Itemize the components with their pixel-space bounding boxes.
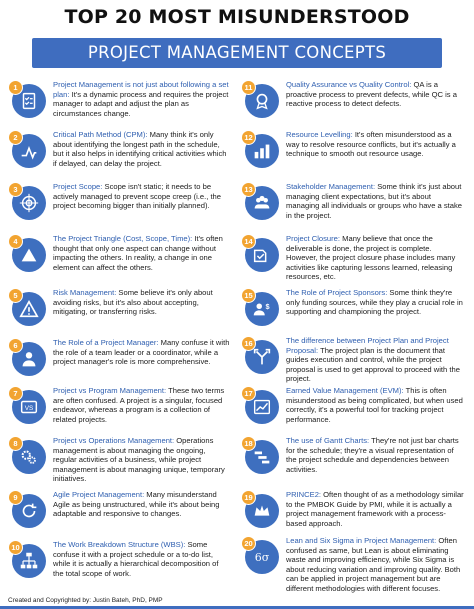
list-item xyxy=(241,336,463,390)
number-badge: 11 xyxy=(241,80,256,95)
number-badge: 8 xyxy=(8,436,23,451)
item-term: Project Management is not just about following a set plan: xyxy=(53,80,229,99)
list-item xyxy=(8,182,230,236)
item-description: Some think they're only funding sources, while they play a crucial role in supporting and championing the project. xyxy=(286,288,463,317)
page-title: TOP 20 MOST MISUNDERSTOOD xyxy=(64,6,410,28)
item-term: Project vs Program Management: xyxy=(53,386,167,395)
number-badge: 3 xyxy=(8,182,23,197)
number-badge: 17 xyxy=(241,386,256,401)
item-term: The use of Gantt Charts: xyxy=(286,436,370,445)
list-item xyxy=(8,288,230,342)
list-item xyxy=(8,540,230,594)
svg-text:$: $ xyxy=(265,302,270,311)
item-term: PRINCE2: xyxy=(286,490,322,499)
list-item xyxy=(8,436,230,490)
item-description: These two terms are often confused. A project is a singular, focused endeavor, whereas a program is a collection of related projects. xyxy=(53,386,225,424)
number-badge: 18 xyxy=(241,436,256,451)
footer-credit: Created and Copyrighted by: Justin Bateh, PhD, PMP xyxy=(8,597,163,604)
number-badge: 2 xyxy=(8,130,23,145)
item-description: They're not just bar charts for the schedule; they're a visual representation of the project schedule and dependencies between activities. xyxy=(286,436,459,474)
list-item xyxy=(241,130,463,184)
list-item xyxy=(8,80,230,134)
item-term: Agile Project Management: xyxy=(53,490,145,499)
list-item xyxy=(8,386,230,440)
list-item xyxy=(241,436,463,490)
subtitle-banner: PROJECT MANAGEMENT CONCEPTS xyxy=(32,38,442,68)
number-badge: 1 xyxy=(8,80,23,95)
item-description: QA is a proactive process to prevent defects, while QC is a reactive process to detect defects. xyxy=(286,80,457,109)
number-badge: 9 xyxy=(8,490,23,505)
list-item xyxy=(241,386,463,440)
item-term: The Role of Project Sponsors: xyxy=(286,288,388,297)
item-description: It's often thought that only one aspect can change without impacting the others. In reality, a change in one element can affect the others. xyxy=(53,234,223,272)
list-item xyxy=(241,182,463,236)
number-badge: 12 xyxy=(241,130,256,145)
item-description: Often thought of as a methodology similar to the PMBOK Guide by PMI, while it is actually a project management framework with a process-based approach. xyxy=(286,490,464,528)
svg-text:6σ: 6σ xyxy=(254,551,270,565)
item-description: It's often misunderstood as a way to resolve resource conflicts, but it's actually a technique to smooth out resource usage. xyxy=(286,130,456,159)
list-item xyxy=(241,234,463,288)
item-description: Often confused as same, but Lean is about eliminating waste and improving efficiency, while Six Sigma is about reducing variation and improving quality. Both can be applied in project management but are different methodologies with different focuses. xyxy=(286,536,461,593)
svg-text:VS: VS xyxy=(24,404,34,412)
number-badge: 13 xyxy=(241,182,256,197)
item-description: Scope isn't static; it needs to be actively managed to prevent scope creep (i.e., the project becoming bigger than initially planned). xyxy=(53,182,222,211)
item-description: Some think it's just about managing client expectations, but it's about managing all individuals or groups who have a stake in the project. xyxy=(286,182,463,220)
number-badge: 5 xyxy=(8,288,23,303)
item-term: Earned Value Management (EVM): xyxy=(286,386,404,395)
item-description: Many think it's only about identifying the longest path in the schedule, but it also helps in identifying critical activities which if delayed, can delay the project. xyxy=(53,130,227,168)
item-description: Some believe it's only about avoiding risks, but it's also about accepting, mitigating, or transferring risks. xyxy=(53,288,213,317)
item-term: Lean and Six Sigma in Project Management: xyxy=(286,536,437,545)
list-item xyxy=(241,80,463,134)
number-badge: 15 xyxy=(241,288,256,303)
list-item xyxy=(241,288,463,342)
number-badge: 19 xyxy=(241,490,256,505)
item-description: The project plan is the document that guides execution and control, while the project proposal is used to get approval to proceed with the project. xyxy=(286,345,460,384)
item-term: The Project Triangle (Cost, Scope, Time): xyxy=(53,234,193,243)
list-item xyxy=(8,130,230,184)
item-term: Project Closure: xyxy=(286,234,341,243)
item-term: Stakeholder Management: xyxy=(286,182,376,191)
item-term: The difference between Project Plan and Project Proposal: xyxy=(286,336,449,355)
item-description: Some confuse it with a project schedule or a to-do list, while it is actually a hierarchical decomposition of the total scope of work. xyxy=(53,540,219,578)
number-badge: 16 xyxy=(241,336,256,351)
list-item xyxy=(8,490,230,544)
list-item xyxy=(8,338,230,392)
item-term: Risk Management: xyxy=(53,288,117,297)
list-item xyxy=(241,536,463,596)
item-description: It's a dynamic process and requires the project manager to adapt and adjust the plan as circumstances change. xyxy=(53,89,229,118)
list-item xyxy=(8,234,230,288)
number-badge: 4 xyxy=(8,234,23,249)
number-badge: 6 xyxy=(8,338,23,353)
item-description: Operations management is about managing the ongoing, regular activities of a business, while project management is about managing unique, temporary initiatives. xyxy=(53,436,225,484)
item-term: Critical Path Method (CPM): xyxy=(53,130,148,139)
item-term: Project vs Operations Management: xyxy=(53,436,175,445)
item-term: Quality Assurance vs Quality Control: xyxy=(286,80,412,89)
item-term: The Work Breakdown Structure (WBS): xyxy=(53,540,186,549)
item-term: Resource Levelling: xyxy=(286,130,353,139)
item-description: This is often misunderstood as being complicated, but when used correctly, it's a powerful tool for tracking project performance. xyxy=(286,386,463,424)
number-badge: 7 xyxy=(8,386,23,401)
item-term: The Role of a Project Manager: xyxy=(53,338,159,347)
item-description: Many confuse it with the role of a team leader or a coordinator, while a project manager's role is more comprehensive. xyxy=(53,338,230,367)
item-description: Many misunderstand Agile as being unstructured, while it's about being adaptable and responsive to changes. xyxy=(53,490,220,519)
number-badge: 20 xyxy=(241,536,256,551)
item-description: Many believe that once the deliverable is done, the project is complete. However, the project closure phase includes many activities like capturing lessons learned, releasing resources, etc. xyxy=(286,234,456,282)
number-badge: 10 xyxy=(8,540,23,555)
number-badge: 14 xyxy=(241,234,256,249)
item-term: Project Scope: xyxy=(53,182,103,191)
